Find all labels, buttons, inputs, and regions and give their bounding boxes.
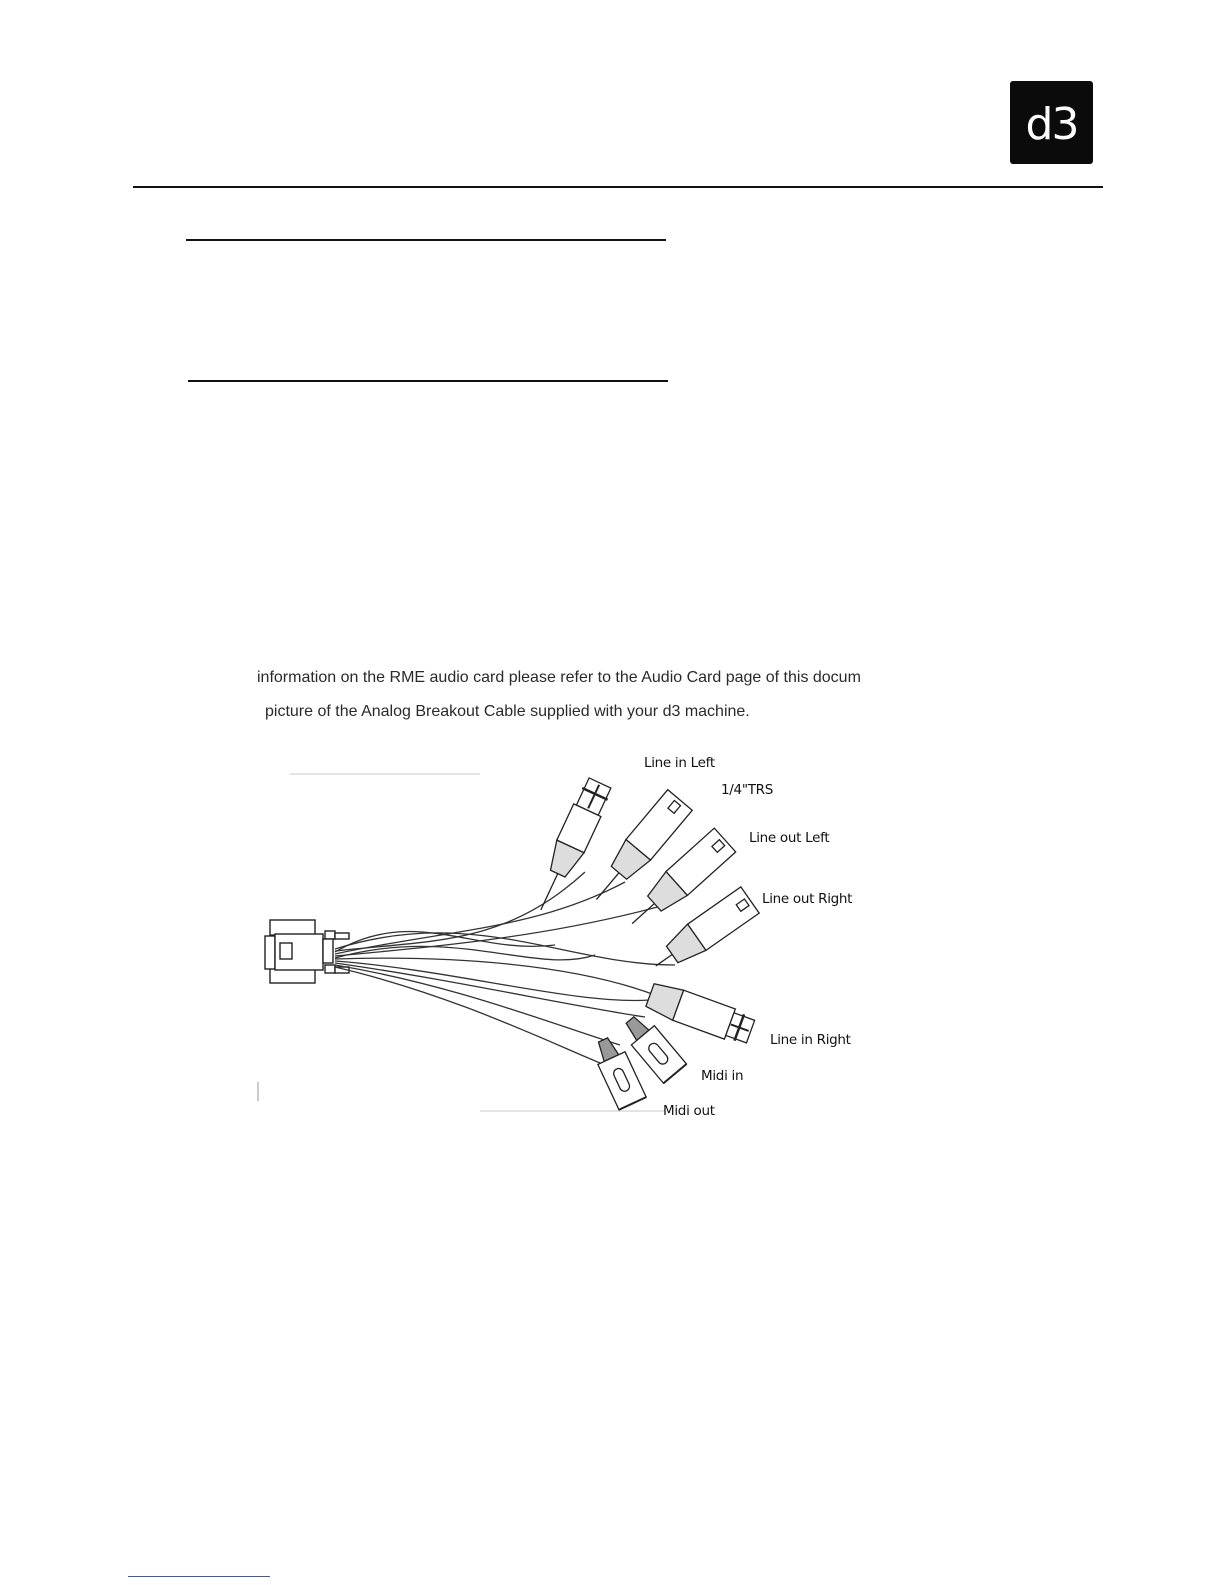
header-rule bbox=[133, 186, 1103, 188]
section-rule-2 bbox=[188, 380, 668, 382]
callout-line-out-left: Line out Left bbox=[749, 830, 830, 846]
body-text-line-2: picture of the Analog Breakout Cable supplied with your d3 machine. bbox=[265, 703, 750, 720]
section-rule-1 bbox=[186, 239, 666, 241]
callout-midi-in: Midi in bbox=[701, 1068, 744, 1084]
d3-logo bbox=[1010, 81, 1093, 164]
callout-line-out-right: Line out Right bbox=[762, 891, 853, 907]
breakout-cable-illustration bbox=[255, 755, 875, 1135]
callout-line-in-left: Line in Left bbox=[644, 755, 715, 771]
callout-midi-out: Midi out bbox=[663, 1103, 715, 1119]
footer-link-underline[interactable] bbox=[128, 1576, 270, 1577]
body-text-line-1: information on the RME audio card please refer to the Audio Card page of this docum bbox=[257, 669, 861, 686]
callout-line-in-right: Line in Right bbox=[770, 1032, 851, 1048]
logo-text: d3 bbox=[1025, 98, 1078, 150]
breakout-cable-figure bbox=[255, 755, 875, 1135]
callout-trs: 1/4"TRS bbox=[721, 782, 774, 798]
